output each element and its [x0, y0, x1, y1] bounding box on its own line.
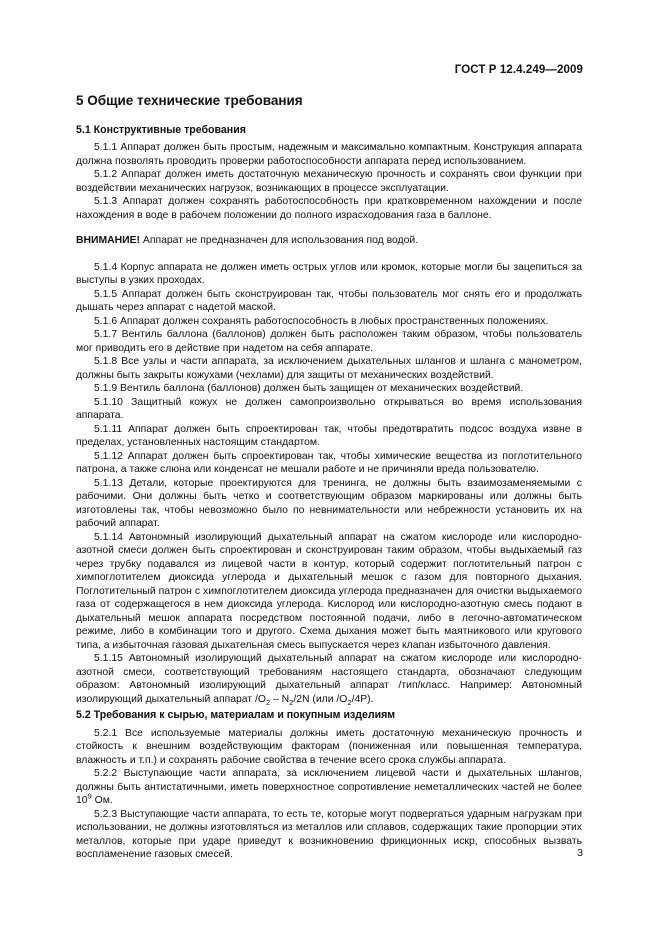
clause-5-1-3: 5.1.3 Аппарат должен сохранять работоспособность при кратковременном нахождении и после нахождения в воде в рабочем положении до полного израсходования газа в баллоне. [76, 196, 582, 221]
section-5-1-title: 5.1 Конструктивные требования [76, 123, 246, 136]
clause-5-2-2 [76, 767, 582, 808]
warning-note [76, 234, 582, 248]
clause-5-1-4: 5.1.4 Корпус аппарата не должен иметь острых углов или кромок, которые могли бы зацепиться за выступы в узких проходах. [76, 261, 582, 286]
clause-5-1-15-text: 5.1.15 Автономный изолирующий дыхательный аппарат на сжатом кислороде или кислородно-азотной смеси, соответствующий требованиям настоящего стандарта, обозначают следующим образом: Автономный изолирующий дыхательный аппарат /тип/класс. Например: Автономный изолирующий дыхательный аппарат /O [76, 653, 582, 705]
clause-5-1-6: 5.1.6 Аппарат должен сохранять работоспособность в любых пространственных положениях. [94, 315, 549, 327]
clause-5-1-10: 5.1.10 Защитный кожух не должен самопроизвольно открываться во время использования аппарата. [76, 396, 582, 421]
page-number: 3 [577, 847, 583, 859]
clause-5-1-11: 5.1.11 Аппарат должен быть спроектирован так, чтобы предотвратить подсос воздуха извне в пределах, установленных настоящим стандартом. [76, 423, 582, 448]
clause-5-1-5: 5.1.5 Аппарат должен быть сконструирован так, чтобы пользователь мог снять его и продолжать дышать через аппарат с надетой маской. [76, 288, 582, 313]
clause-5-2-3: 5.2.3 Выступающие части аппарата, то есть те, которые могут подвергаться ударным нагрузкам при использовании, не должны изготовляться из металлов или сплавов, содержащих такие пропорции этих металлов, которые при ударе приведут к возникновению фрикционных искр, способных вызвать воспламенение газовых смесей. [76, 808, 582, 860]
clause-5-2-1: 5.2.1 Все используемые материалы должны иметь достаточную механическую прочность и стойкость к внешним воздействующим факторам (пониженная или повышенная температура, влажность и т.п.) и сохранять рабочие свойства в течение всего срока службы аппарата. [76, 727, 582, 766]
clause-5-1-13: 5.1.13 Детали, которые проектируются для тренинга, не должны быть взаимозаменяемыми с рабочими. Они должны быть четко и соответствующим образом маркированы или должны быть изготовлены так, чтобы невозможно было по невнимательности или небрежности установить их на рабочий аппарат. [76, 477, 582, 529]
superscript: 9 [87, 791, 92, 801]
clause-5-1-15-text: /4P). [351, 693, 374, 705]
clause-5-1-15 [76, 652, 582, 706]
section-5-2-title: 5.2 Требования к сырью, материалам и покупным изделиям [76, 709, 396, 721]
subscript: 2 [289, 697, 294, 707]
page-content [76, 94, 582, 862]
clause-5-1-14: 5.1.14 Автономный изолирующий дыхательный аппарат на сжатом кислороде или кислородно-азотной смеси должен быть спроектирован и сконструирован таким образом, чтобы выдыхаемый газ через трубку подавался из лицевой части в контур, который содержит поглотительный патрон с химпоглотителем диоксида углерода и дыхательный мешок с газом для повторного дыхания. Поглотительный патрон с химпоглотителем диоксида углерода предназначен для очистки выдыхаемого газа от содержащегося в нем диоксида углерода. Кислород или кислородно-азотную смесь подают в дыхательный мешок аппарата посредством постоянной подачи, либо в легочно-автоматическом режиме, либо в комбинации того и другого. Схема дыхания может быть маятникового или кругового типа, а избыточная газовая дыхательная смесь выпускается через клапан избыточного давления. [76, 531, 582, 651]
clause-5-1-7: 5.1.7 Вентиль баллона (баллонов) должен быть расположен таким образом, чтобы пользователь мог приводить его в действие при надетом на себя аппарате. [76, 329, 582, 354]
clause-5-1-9: 5.1.9 Вентиль баллона (баллонов) должен быть защищен от механических воздействий. [94, 383, 524, 394]
clause-5-1-2: 5.1.2 Аппарат должен иметь достаточную механическую прочность и сохранять свои функции при воздействии механических нагрузок, возникающих в процессе эксплуатации. [76, 169, 582, 194]
clause-5-1-12: 5.1.12 Аппарат должен быть спроектирован так, чтобы химические вещества из поглотительного патрона, а также слюна или конденсат не мешали работе и не причиняли вреда пользователю. [76, 450, 582, 475]
clause-5-2-2-text: Ом. [91, 795, 113, 806]
subscript: 2 [347, 697, 352, 707]
section-5-title: 5 Общие технические требования [76, 93, 303, 108]
clause-5-2-2-text: 5.2.2 Выступающие части аппарата, за исключением лицевой части и дыхательных шлангов, должны быть антистатичными, иметь поверхностное сопротивление неметаллических частей не более 10 [76, 768, 582, 806]
clause-5-1-15-text: /2N (или /O [293, 693, 348, 705]
warning-text: Аппарат не предназначен для использования под водой. [140, 235, 419, 246]
clause-5-1-1: 5.1.1 Аппарат должен быть простым, надежным и максимально компактным. Конструкция аппарата должна позволять проводить проверки работоспособности аппарата перед использованием. [76, 142, 582, 167]
standard-designation: ГОСТ Р 12.4.249—2009 [454, 64, 583, 76]
subscript: 2 [265, 697, 271, 707]
warning-label: ВНИМАНИЕ! [76, 235, 140, 246]
clause-5-1-15-text: – N [270, 693, 290, 705]
clause-5-1-8: 5.1.8 Все узлы и части аппарата, за исключением дыхательных шлангов и шланга с манометром, должны быть закрыты кожухами (чехлами) для защиты от механических воздействий. [76, 356, 582, 381]
